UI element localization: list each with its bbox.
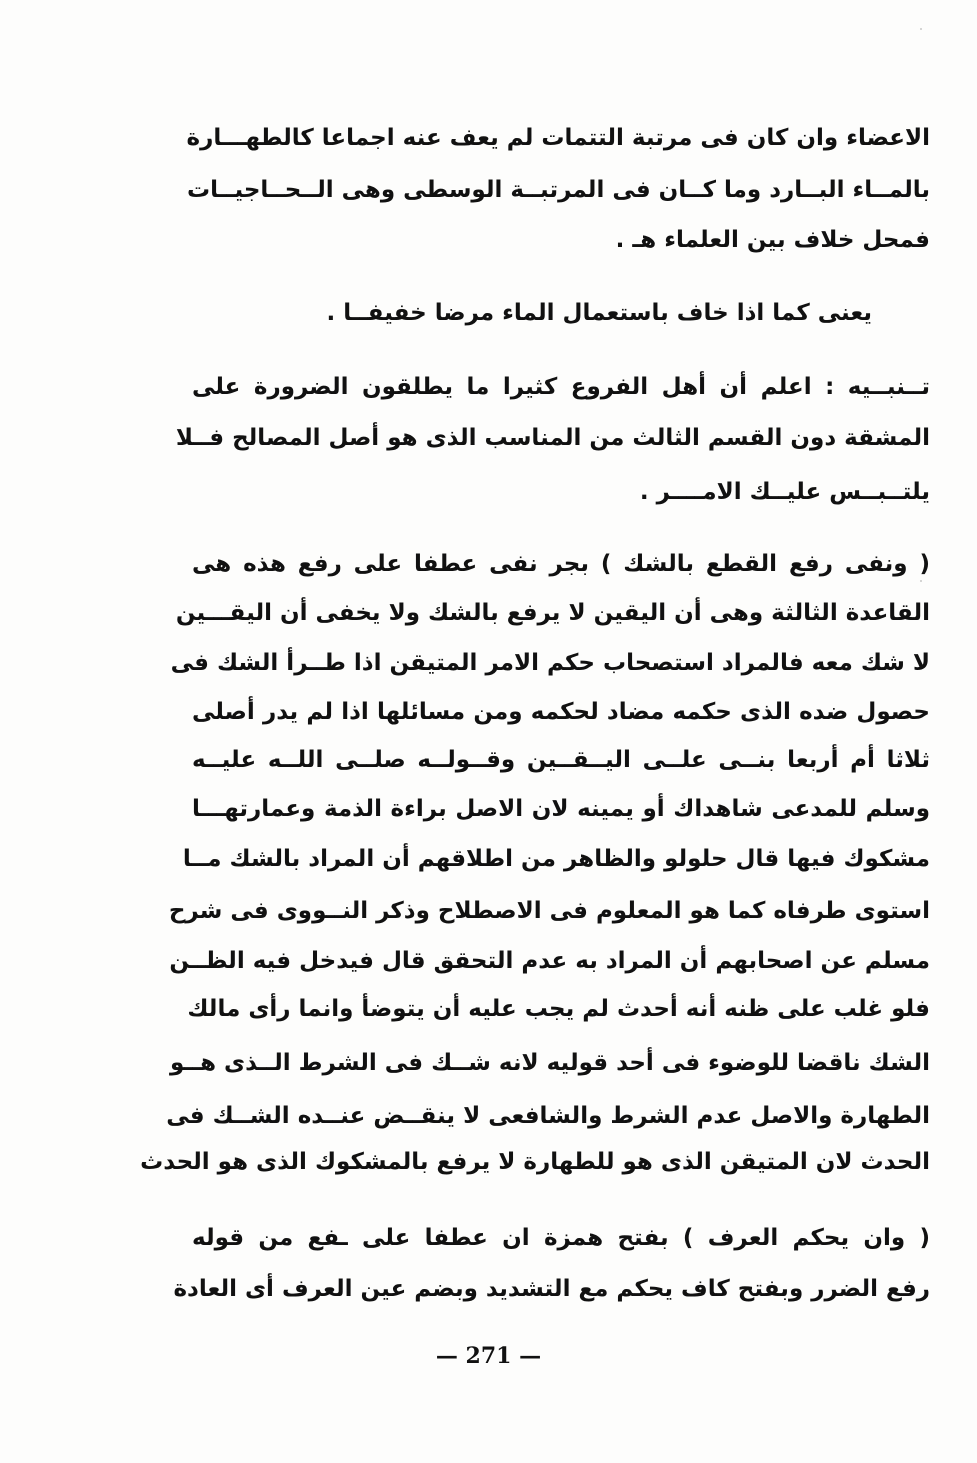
text-line: وسلم للمدعى شاهداك أو يمينه لان الاصل براءة الذمة وعمارتهـــا: [192, 796, 930, 822]
text-line: ( ونفى رفع القطع بالشك ) بجر نفى عطفا على رفع هذه هى: [192, 551, 930, 577]
text-line: فلو غلب على ظنه أنه أحدث لم يجب عليه أن يتوضأ وانما رأى مالك: [187, 996, 930, 1022]
text-line: فمحل خلاف بين العلماء هـ .: [615, 227, 930, 253]
text-line: الشك ناقضا للوضوء فى أحد قوليه لانه شــك فى الشرط الــذى هــو: [169, 1050, 930, 1076]
text-line: يعنى كما اذا خاف باستعمال الماء مرضا خفيفــا .: [326, 300, 872, 326]
text-line: الطهارة والاصل عدم الشرط والشافعى لا ينقــض عنــده الشــك فى: [166, 1103, 930, 1129]
text-line: ( وان يحكم العرف ) بفتح همزة ان عطفا على ـفع من قوله: [192, 1225, 930, 1251]
text-line: رفع الضرر وبفتح كاف يحكم مع التشديد وبضم عين العرف أى العادة: [173, 1276, 930, 1302]
text-line: القاعدة الثالثة وهى أن اليقين لا يرفع بالشك ولا يخفى أن اليقـــين: [175, 600, 930, 626]
text-line: مسلم عن اصحابهم أن المراد به عدم التحقق قال فيدخل فيه الظــن: [169, 948, 930, 974]
text-line: تــنبــيه : اعلم أن أهل الفروع كثيرا ما يطلقون الضرورة على: [192, 374, 930, 400]
text-line: الحدث لان المتيقن الذى هو للطهارة لا يرفع بالمشكوك الذى هو الحدث: [140, 1149, 930, 1175]
text-line: حصول ضده الذى حكمه مضاد لحكمه ومن مسائلها اذا لم يدر أصلى: [192, 699, 930, 725]
text-line: لا شك معه فالمراد استصحاب حكم الامر المتيقن اذا طــرأ الشك فى: [170, 650, 930, 676]
text-line: الاعضاء وان كان فى مرتبة التتمات لم يعف عنه اجماعا كالطهـــارة: [186, 125, 930, 151]
text-line: مشكوك فيها قال حلولو والظاهر من اطلاقهم أن المراد بالشك مــا: [182, 846, 930, 872]
text-line: ثلاثا أم أربعا بنــى علــى اليــقــين وقــولــه صلــى اللــه عليــه: [192, 747, 930, 773]
scan-speck: [920, 28, 922, 30]
text-line: استوى طرفاه كما هو المعلوم فى الاصطلاح وذكر النــووى فى شرح: [168, 898, 930, 924]
scan-speck: [920, 580, 922, 582]
text-line: بالمــاء البــارد وما كــان فى المرتبــة الوسطى وهى الــحــاجيــات: [187, 177, 930, 203]
page-number: — 271 —: [435, 1343, 542, 1369]
text-line: المشقة دون القسم الثالث من المناسب الذى هو أصل المصالح فــلا: [175, 425, 930, 451]
text-line: يلتــبــس عليــك الامــــر .: [639, 479, 930, 505]
